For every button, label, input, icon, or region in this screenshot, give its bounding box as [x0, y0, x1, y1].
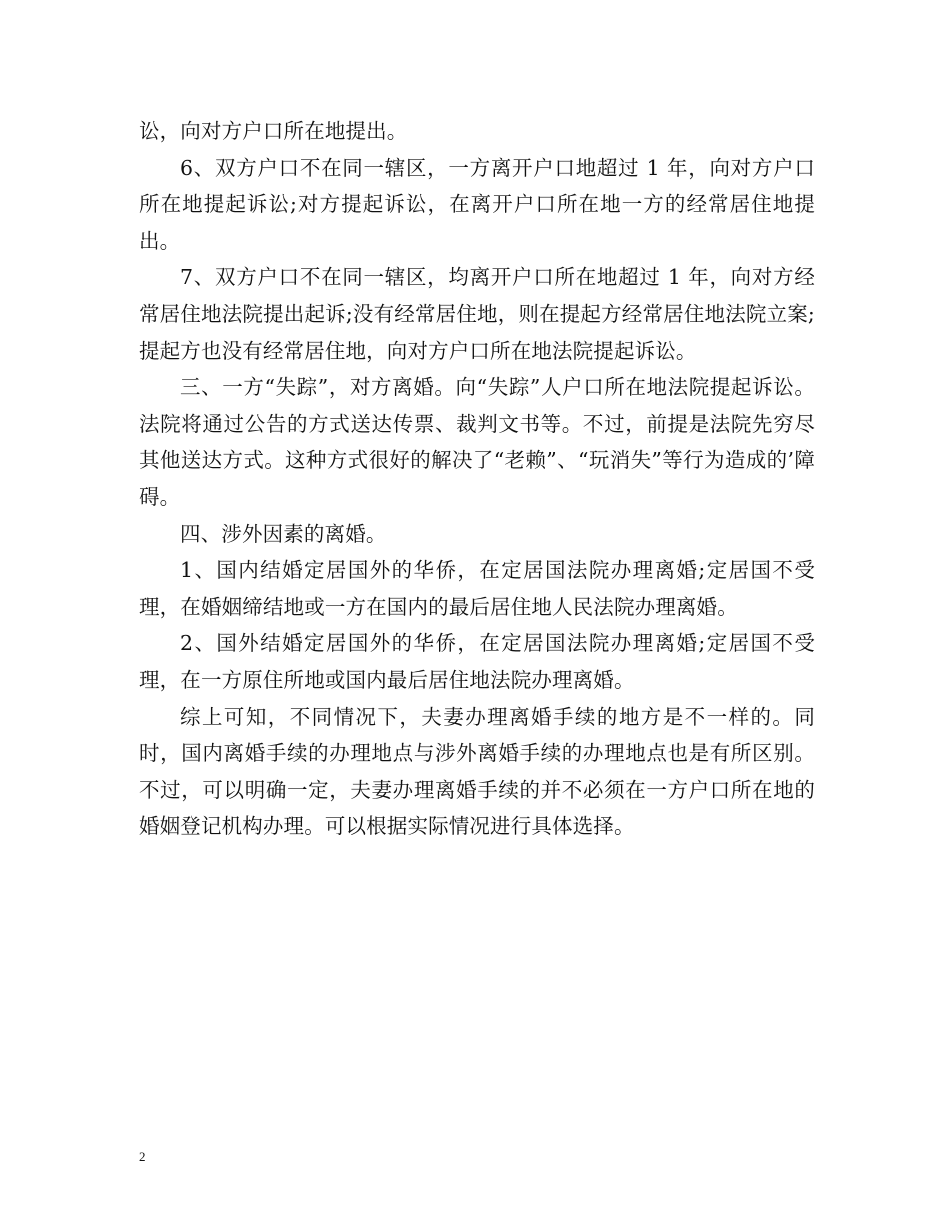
paragraph-foreign-item-2: 2、国外结婚定居国外的华侨，在定居国法院办理离婚;定居国不受理，在一方原住所地或国内最后居住地法院办理离婚。: [139, 631, 815, 692]
paragraph-item-7: 7、双方户口不在同一辖区，均离开户口所在地超过 1 年，向对方经常居住地法院提出起诉;没有经常居住地，则在提起方经常居住地法院立案;提起方也没有经常居住地，向对方户口所在地法院提起诉讼。: [139, 265, 815, 363]
paragraph-item-6: 6、双方户口不在同一辖区，一方离开户口地超过 1 年，向对方户口所在地提起诉讼;对方提起诉讼，在离开户口所在地一方的经常居住地提出。: [139, 155, 815, 253]
paragraph-section-three: 三、一方“失踪”，对方离婚。向“失踪”人户口所在地法院提起诉讼。法院将通过公告的方式送达传票、裁判文书等。不过，前提是法院先穷尽其他送达方式。这种方式很好的解决了“老赖”、“玩消失”等行为造成的’障碍。: [139, 375, 815, 509]
paragraph-section-four-heading: 四、涉外因素的离婚。: [180, 521, 387, 546]
paragraph-summary: 综上可知，不同情况下，夫妻办理离婚手续的地方是不一样的。同时，国内离婚手续的办理地点与涉外离婚手续的办理地点也是有所区别。不过，可以明确一定，夫妻办理离婚手续的并不必须在一方户口所在地的婚姻登记机构办理。可以根据实际情况进行具体选择。: [139, 704, 815, 839]
paragraph-continuation: 讼，向对方户口所在地提出。: [139, 119, 408, 143]
document-body: [139, 113, 815, 845]
page-number: 2: [139, 1149, 146, 1164]
paragraph-foreign-item-1: 1、国内结婚定居国外的华侨，在定居国法院办理离婚;定居国不受理，在婚姻缔结地或一方在国内的最后居住地人民法院办理离婚。: [139, 558, 815, 619]
